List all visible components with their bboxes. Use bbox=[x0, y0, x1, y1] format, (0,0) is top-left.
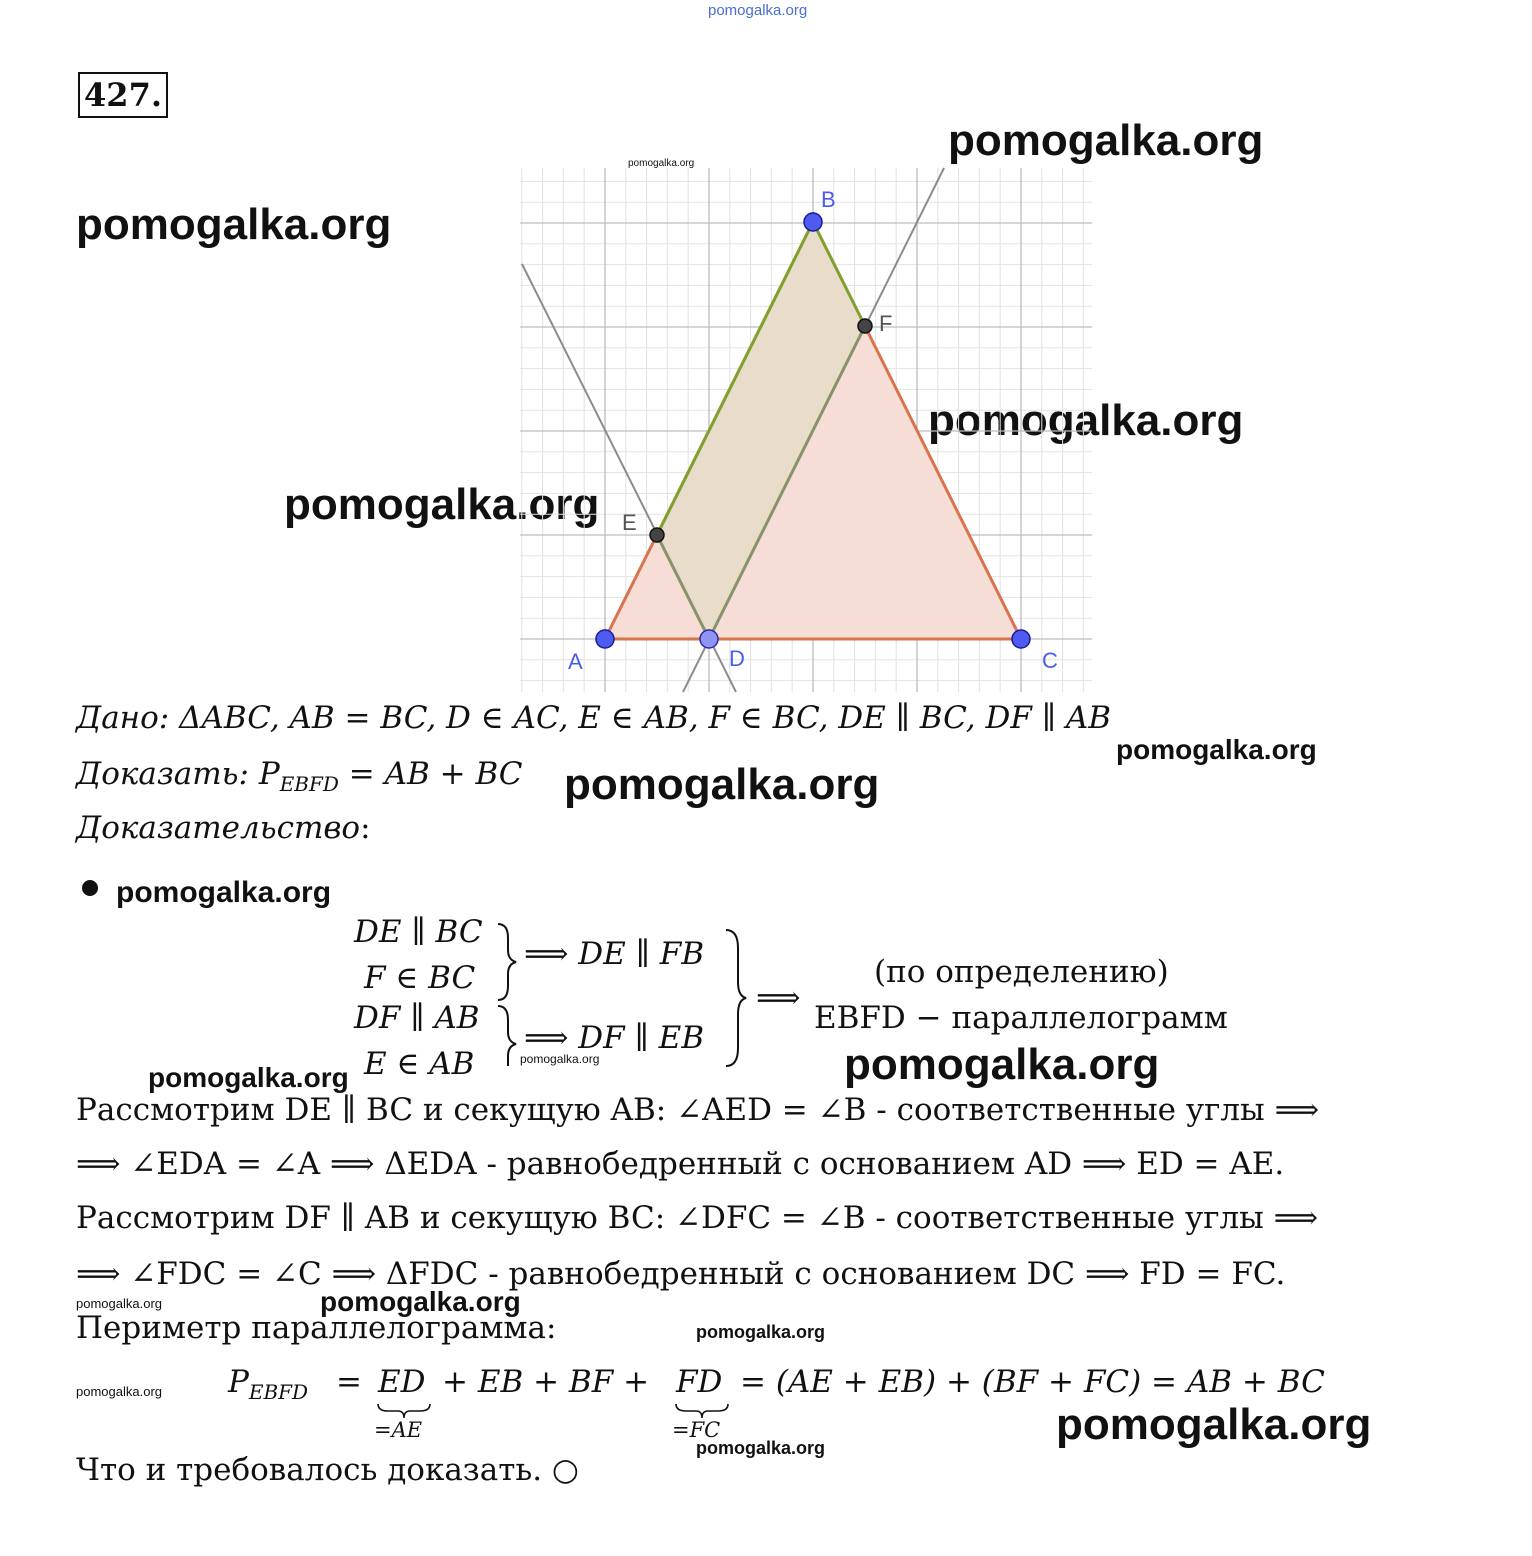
label-e: E bbox=[622, 510, 637, 535]
problem-number: 427. bbox=[78, 72, 168, 118]
watermark: pomogalka.org bbox=[320, 1286, 521, 1317]
given-line bbox=[76, 700, 1111, 736]
geometry-figure bbox=[500, 150, 1110, 700]
system-arrow: ⟹ bbox=[756, 980, 801, 1016]
watermark: pomogalka.org bbox=[76, 200, 392, 249]
point-f bbox=[858, 319, 872, 333]
system-row-1: DE ∥ BC bbox=[354, 914, 483, 950]
watermark: pomogalka.org bbox=[116, 876, 332, 909]
label-c: C bbox=[1042, 648, 1058, 673]
watermark: pomogalka.org bbox=[284, 480, 600, 529]
watermark: pomogalka.org bbox=[1116, 734, 1317, 765]
system-conclusion: EBFD − параллелограмм bbox=[814, 1000, 1228, 1036]
label-b: B bbox=[821, 187, 836, 212]
perimeter-eq: = bbox=[336, 1364, 362, 1400]
ed-note: =AE bbox=[374, 1418, 423, 1442]
watermark: pomogalka.org bbox=[696, 1438, 826, 1458]
label-f: F bbox=[879, 311, 893, 336]
prove-tail: = AB + BC bbox=[338, 756, 523, 792]
brace-icon bbox=[494, 920, 524, 1070]
perimeter-fd: FD bbox=[676, 1364, 723, 1400]
watermark-top: pomogalka.org bbox=[708, 2, 808, 19]
watermark: pomogalka.org bbox=[564, 760, 880, 809]
watermark: pomogalka.org bbox=[1056, 1400, 1372, 1449]
system-conclusion-2: ⟹ DF ∥ EB bbox=[524, 1020, 705, 1056]
system-row-2: F ∈ BC bbox=[364, 960, 476, 996]
perimeter-formula: $P_{EBFD}$ bbox=[228, 1364, 309, 1405]
point-b bbox=[804, 213, 822, 231]
proof-line-3: Рассмотрим DF ∥ AB и секущую BC: ∠DFC = ∠B - соответственные углы ⟹ bbox=[76, 1200, 1319, 1236]
brace-icon bbox=[722, 926, 750, 1076]
perimeter-rest: = (AE + EB) + (BF + FC) = AB + BC bbox=[740, 1364, 1325, 1400]
perimeter-mid: + EB + BF + bbox=[442, 1364, 650, 1400]
bullet-icon bbox=[82, 880, 98, 896]
watermark: pomogalka.org bbox=[76, 1296, 162, 1311]
fd-note: =FC bbox=[672, 1418, 721, 1442]
label-d: D bbox=[729, 646, 745, 671]
system-row-4: E ∈ AB bbox=[364, 1046, 475, 1082]
system-row-3: DF ∥ AB bbox=[354, 1000, 480, 1036]
label-a: A bbox=[568, 649, 583, 674]
given-text: : ΔABC, AB = BC, D ∈ AC, E ∈ AB, F ∈ BC, DE ∥ BC, DF ∥ AB bbox=[158, 700, 1112, 736]
point-a bbox=[596, 630, 614, 648]
prove-label: Доказать bbox=[76, 756, 239, 792]
perimeter-title: Периметр параллелограмма: bbox=[76, 1310, 557, 1346]
watermark: pomogalka.org bbox=[148, 1062, 349, 1093]
point-e bbox=[650, 528, 664, 542]
proof-line-1: Рассмотрим DE ∥ BC и секущую AB: ∠AED = ∠B - соответственные углы ⟹ bbox=[76, 1092, 1320, 1128]
watermark: pomogalka.org bbox=[928, 396, 1244, 445]
watermark: pomogalka.org bbox=[948, 116, 1264, 165]
point-c bbox=[1012, 630, 1030, 648]
proof-label: Доказательство: bbox=[76, 810, 371, 846]
prove-p: : P bbox=[238, 756, 280, 792]
proof-line-4: ⟹ ∠FDC = ∠C ⟹ ΔFDC - равнобедренный с основанием DC ⟹ FD = FC. bbox=[76, 1256, 1286, 1292]
prove-sub: EBFD bbox=[279, 772, 339, 797]
watermark: pomogalka.org bbox=[628, 158, 695, 169]
perimeter-ed: ED bbox=[378, 1364, 426, 1400]
system-conclusion-1: ⟹ DE ∥ FB bbox=[524, 936, 705, 972]
watermark: pomogalka.org bbox=[76, 1384, 162, 1399]
qed-line: Что и требовалось доказать. ○ bbox=[76, 1452, 579, 1488]
given-label: Дано bbox=[76, 700, 159, 736]
proof-line-2: ⟹ ∠EDA = ∠A ⟹ ΔEDA - равнобедренный с основанием AD ⟹ ED = AE. bbox=[76, 1146, 1285, 1182]
watermark: pomogalka.org bbox=[844, 1040, 1160, 1089]
by-definition: (по определению) bbox=[874, 954, 1169, 990]
watermark: pomogalka.org bbox=[696, 1322, 826, 1342]
point-d bbox=[700, 630, 718, 648]
watermark: pomogalka.org bbox=[520, 1052, 600, 1066]
prove-line bbox=[76, 756, 523, 796]
